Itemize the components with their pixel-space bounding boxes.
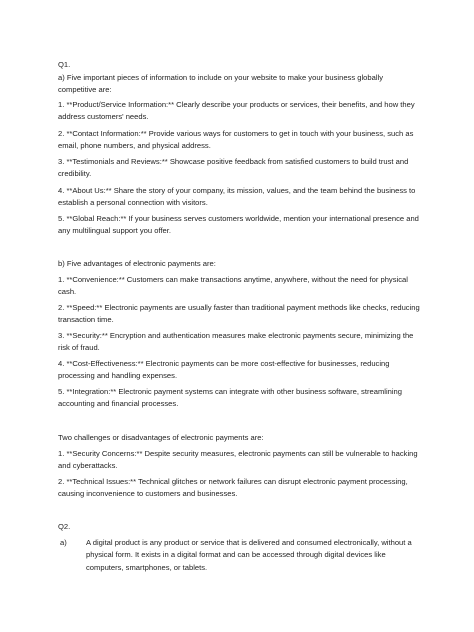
- challenge-item-2: 2. **Technical Issues:** Technical glitches or network failures can disrupt electronic payment processing, causing inconvenience to customers and businesses.: [58, 477, 408, 499]
- q2-item-a-marker: a): [60, 538, 67, 547]
- q1b-item-1: 1. **Convenience:** Customers can make transactions anytime, anywhere, without the need for physical cash.: [58, 275, 408, 297]
- challenges-intro: Two challenges or disadvantages of electronic payments are:: [58, 433, 264, 442]
- q1a-item-4: 4. **About Us:** Share the story of your company, its mission, values, and the team behind the business to establish a personal connection with visitors.: [58, 186, 416, 208]
- q1b-item-3: 3. **Security:** Encryption and authentication measures make electronic payments secure, minimizing the risk of fraud.: [58, 331, 414, 353]
- q2-heading: Q2.: [58, 522, 71, 531]
- q1-heading: Q1.: [58, 60, 71, 69]
- q1a-item-1: 1. **Product/Service Information:** Clearly describe your products or services, their benefits, and how they address customers' needs.: [58, 100, 415, 122]
- q1a-intro: a) Five important pieces of information to include on your website to make your business globally competitive are:: [58, 73, 384, 95]
- q1b-item-4: 4. **Cost-Effectiveness:** Electronic payments can be more cost-effective for businesses, reducing processing and handling expenses.: [58, 359, 390, 381]
- q1a-item-5: 5. **Global Reach:** If your business serves customers worldwide, mention your international presence and any multilingual support you offer.: [58, 214, 419, 236]
- q1a-item-2: 2. **Contact Information:** Provide various ways for customers to get in touch with your business, such as email, phone numbers, and physical address.: [58, 129, 414, 151]
- q1b-item-5: 5. **Integration:** Electronic payment systems can integrate with other business software, streamlining accounting and financial processes.: [58, 387, 402, 409]
- challenge-item-1: 1. **Security Concerns:** Despite security measures, electronic payments can still be vulnerable to hacking and cyberattacks.: [58, 449, 418, 471]
- q2-item-a-text: A digital product is any product or service that is delivered and consumed electronically, without a physical form. It exists in a digital format and can be accessed through digital devices like computers, smartphones, or tablets.: [86, 538, 412, 572]
- q1b-intro: b) Five advantages of electronic payments are:: [58, 259, 216, 268]
- q1a-item-3: 3. **Testimonials and Reviews:** Showcase positive feedback from satisfied customers to build trust and credibility.: [58, 157, 409, 179]
- q1b-item-2: 2. **Speed:** Electronic payments are usually faster than traditional payment methods like checks, reducing transaction time.: [58, 303, 420, 325]
